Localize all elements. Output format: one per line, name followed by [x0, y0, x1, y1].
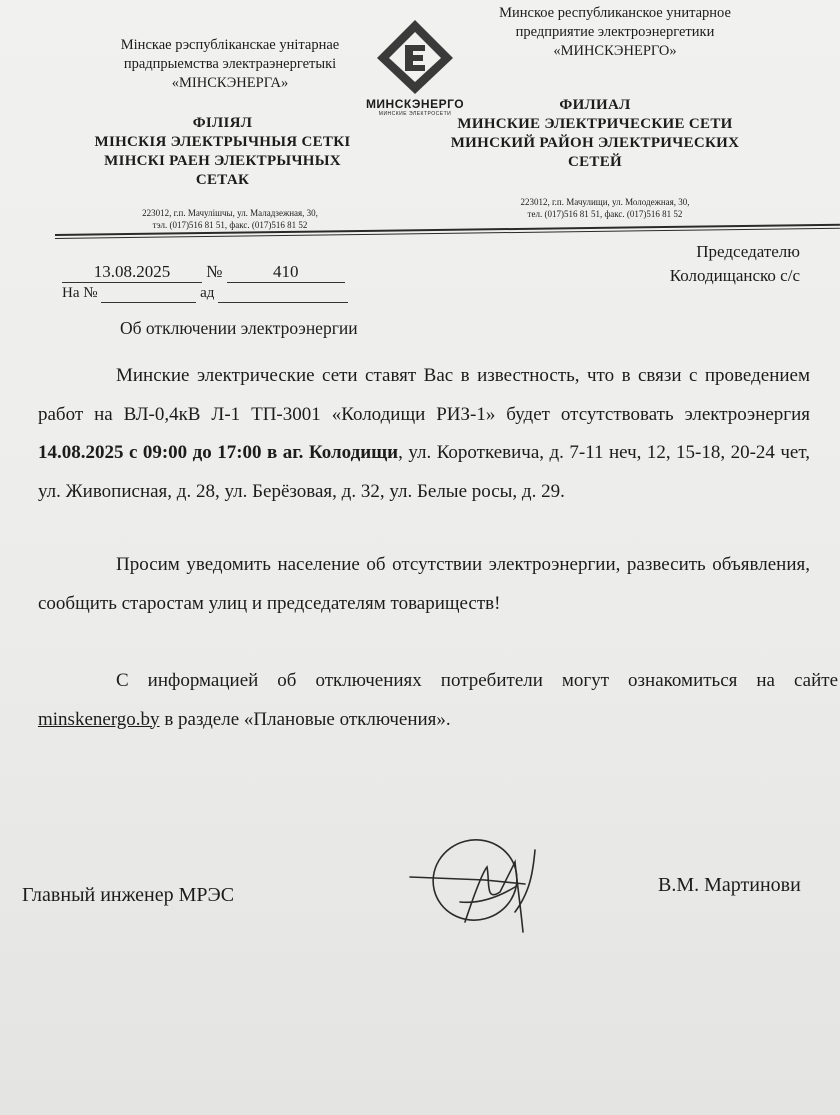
logo-text: МИНСКЭНЕРГО — [365, 97, 465, 111]
outage-datetime-location: 14.08.2025 с 09:00 до 17:00 в аг. Колодищи — [38, 442, 399, 463]
address-russian: 223012, г.п. Мачулищи, ул. Молодежная, 30, тел. (017)516 81 51, факс. (017)516 81 52 — [520, 197, 690, 219]
address-belarusian: 223012, г.п. Мачулішчы, ул. Маладзежная, 30, тэл. (017)516 81 51, факс. (017)516 81 52 — [142, 208, 318, 230]
body-paragraph-1: Минские электрические сети ставят Вас в известность, что в связи с проведением работ на ВЛ-0,4кВ Л-1 ТП-3001 «Колодищи РИЗ-1» будет отсутствовать электроэнергия 14.08.2025 с 09:00 до 17:00 в аг. Колодищи, ул. Короткевича, д. 7-11 неч, 12, 15-18, 20-24 чет, ул. Живописная, д. 28, ул. Берёзовая, д. 32, ул. Белые росы, д. 29. — [38, 365, 810, 502]
handwritten-signature-icon — [405, 832, 565, 942]
signatory-name: В.М. Мартинови — [658, 874, 801, 896]
signatory-position: Главный инженер МРЭС — [22, 884, 235, 906]
org-name-belarusian: Мінскае рэспубліканскае унітарнае прадпрыемства электраэнергетыкі «МІНСКЭНЕРГА» — [120, 37, 340, 91]
reference-line — [62, 285, 348, 303]
minskenergo-logo-icon — [375, 18, 455, 94]
org-name-russian: Минское республиканское унитарное предприятие электроэнергетики «МИНСКЭНЕРГО» — [499, 5, 731, 59]
recipient-block: Председателю Колодищанско с/с — [669, 242, 800, 285]
body-paragraph-2: Просим уведомить население об отсутствии электроэнергии, развесить объявления, сообщить старостам улиц и председателям товариществ! — [38, 554, 810, 614]
branch-name-belarusian: ФІЛІЯЛ МІНСКІЯ ЭЛЕКТРЫЧНЫЯ СЕТКІ МІНСКІ РАЕН ЭЛЕКТРЫЧНЫХ СЕТАК — [94, 115, 351, 188]
letter-date-number — [62, 262, 345, 283]
branch-name-russian: ФИЛИАЛ МИНСКИЕ ЭЛЕКТРИЧЕСКИЕ СЕТИ МИНСКИЙ РАЙОН ЭЛЕКТРИЧЕСКИХ СЕТЕЙ — [450, 97, 740, 170]
number-label: № — [206, 262, 223, 281]
body-paragraph-3: С информацией об отключениях потребители могут ознакомиться на сайте minskenergo.by в разделе «Плановые отключения». — [38, 670, 838, 730]
ref-label: На № — [62, 285, 98, 301]
letter-date: 13.08.2025 — [62, 262, 202, 283]
letter-subject: Об отключении электроэнергии — [120, 318, 358, 338]
logo-subtext: МИНСКИЕ ЭЛЕКТРОСЕТИ — [378, 111, 452, 117]
website-link[interactable]: minskenergo.by — [38, 708, 160, 730]
ref-from-label: ад — [200, 285, 215, 301]
letter-number: 410 — [227, 262, 345, 283]
